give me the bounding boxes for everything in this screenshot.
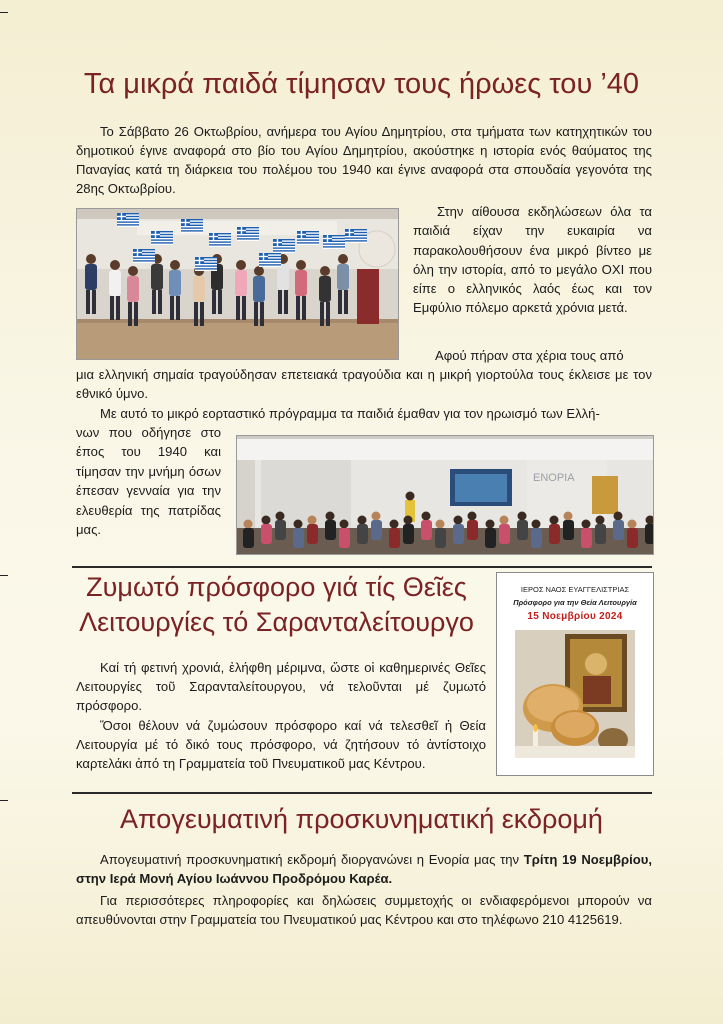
leaflet-church-name: ΙΕΡΟΣ ΝΑΟΣ ΕΥΑΓΓΕΛΙΣΤΡΙΑΣ bbox=[520, 585, 630, 594]
greek-flag-icon bbox=[237, 227, 259, 241]
audience-member bbox=[581, 520, 592, 549]
greek-flag-icon bbox=[345, 229, 367, 243]
article-title-prosforo: Ζυμωτό πρόσφορο γιά τίς Θεῖες Λειτουργίες τό Σαρανταλείτουργο bbox=[79, 572, 474, 637]
audience-member bbox=[275, 512, 286, 541]
audience-member bbox=[467, 512, 478, 541]
children-flags-image bbox=[77, 209, 398, 359]
article3-date-place: Τρίτη 19 Νοεμβρίου, στην Ιερά Μονή Αγίου Ιωάννου Προδρόμου Καρέα. bbox=[76, 852, 652, 886]
audience-member bbox=[261, 516, 272, 545]
greek-flag-icon bbox=[259, 253, 281, 267]
greek-flag-icon bbox=[117, 213, 139, 227]
audience-member bbox=[293, 520, 304, 549]
article3-paragraph-2: Για περισσότερες πληροφορίες και δηλώσεις συμμετοχής οι ενδιαφερόμενοι μπορούν να απευθύνονται στην Γραμματεία του Πνευματικού μας Κέντρου και στο τηλέφωνο 210 4125619. bbox=[76, 893, 652, 927]
article1-side-paragraph: Στην αίθουσα εκδηλώσεων όλα τα παιδιά είχαν την ευκαιρία να παρακολουθήσουν ένα μικρό βίντεο με όλη την ιστορία, από το μεγάλο ΟΧΙ που είπε ο ελληνικός λαός έως και τον Εμφύλιο πόλεμο αρκετά χρόνια μετά. bbox=[413, 204, 652, 316]
article3-text: Απογευματινή προσκυνηματική εκδρομή διοργανώνει η Ενορία μας την bbox=[100, 852, 524, 867]
audience-member bbox=[563, 512, 574, 541]
greek-flag-icon bbox=[209, 233, 231, 247]
article-title-pilgrimage: Απογευματινή προσκυνηματική εκδρομή bbox=[120, 804, 603, 834]
audience-member bbox=[307, 516, 318, 545]
hall-wall-sign: ΕΝΟΡΙΑ bbox=[533, 472, 575, 484]
audience-member bbox=[435, 520, 446, 549]
article1-closing-line: Με αυτό το μικρό εορταστικό πρόγραμμα τα παιδιά έμαθαν για τον ηρωισμό των Ελλή- bbox=[100, 406, 600, 421]
greek-flag-icon bbox=[323, 235, 345, 249]
children-flags-photo bbox=[76, 208, 399, 360]
leaflet-date: 15 Νοεμβρίου 2024 bbox=[527, 611, 623, 622]
crop-mark bbox=[0, 12, 8, 13]
audience-member bbox=[403, 516, 414, 545]
audience-member bbox=[371, 512, 382, 541]
prosforo-bread-icon bbox=[515, 630, 635, 758]
greek-flag-icon bbox=[133, 249, 155, 263]
section-divider bbox=[72, 566, 652, 568]
greek-flag-icon bbox=[195, 257, 217, 271]
article1-closing-side: νων που οδήγησε στο έπος του 1940 και τίμησαν την μνήμη όσων έπεσαν γενναία για την ελευθερία της πατρίδας μας. bbox=[76, 425, 221, 538]
audience-member bbox=[627, 520, 638, 549]
article3-paragraph-1 bbox=[76, 850, 652, 888]
audience-member bbox=[517, 512, 528, 541]
audience-member bbox=[243, 520, 254, 549]
article1-side-paragraph-2: Αφού πήραν στα χέρια τους από bbox=[435, 348, 624, 363]
crop-mark bbox=[0, 800, 8, 801]
greek-flag-icon bbox=[273, 239, 295, 253]
prosforo-leaflet bbox=[496, 572, 654, 776]
audience-member bbox=[389, 520, 400, 549]
greek-flag-icon bbox=[181, 219, 203, 233]
audience-member bbox=[645, 516, 653, 545]
audience-member bbox=[485, 520, 496, 549]
audience-member bbox=[421, 512, 432, 541]
article1-flag-paragraph: μια ελληνική σημαία τραγούδησαν επετειακά τραγούδια και η μικρή γιορτούλα τους έκλεισε με τον εθνικό ύμνο. bbox=[76, 367, 652, 401]
event-hall-photo bbox=[236, 435, 654, 555]
article1-intro: Το Σάββατο 26 Οκτωβρίου, ανήμερα του Αγίου Δημητρίου, στα τμήματα των κατηχητικών του δημοτικού έγινε αναφορά στο βίο του Αγίου Δημητρίου, ακούστηκε η ιστορία ενός θαύματος της Παναγίας κατά τη διάρκεια του πολέμου του 1940 και έγινε αναφορά στα σπουδαία γεγονότα της 28ης Οκτωβρίου. bbox=[76, 124, 652, 196]
article2-paragraph-2: Ὅσοι θέλουν νά ζυμώσουν πρόσφορο καί νά τελεσθεῖ ἡ Θεία Λειτουργία μέ τό δικό τους πρόσφορο, νά ζητήσουν τό ἀντίστοιχο καρτελάκι ἀπό τη Γραμματεία τοῦ Πνευματικοῦ μας Κέντρου. bbox=[76, 718, 486, 771]
leaflet-subtitle: Πρόσφορο για την Θεία Λειτουργία bbox=[513, 598, 637, 607]
audience-member bbox=[325, 512, 336, 541]
audience-member bbox=[613, 512, 624, 541]
audience-member bbox=[595, 516, 606, 545]
audience-member bbox=[339, 520, 350, 549]
audience-member bbox=[357, 516, 368, 545]
audience-member bbox=[531, 520, 542, 549]
greek-flag-icon bbox=[151, 231, 173, 245]
article2-paragraph-1: Καί τή φετινή χρονιά, ἐλήφθη μέριμνα, ὥστε οἱ καθημερινές Θεῖες Λειτουργίες τοῦ Σαρανταλείτουργου, νά τελοῦνται μέ ζυμωτό πρόσφορο. bbox=[76, 660, 486, 713]
audience-member bbox=[499, 516, 510, 545]
section-divider bbox=[72, 792, 652, 794]
event-hall-image bbox=[237, 436, 653, 554]
audience-member bbox=[453, 516, 464, 545]
crop-mark bbox=[0, 575, 8, 576]
article-title-children-heroes: Τα μικρά παιδά τίμησαν τους ήρωες του ’40 bbox=[83, 68, 640, 100]
greek-flag-icon bbox=[297, 231, 319, 245]
audience-member bbox=[549, 516, 560, 545]
